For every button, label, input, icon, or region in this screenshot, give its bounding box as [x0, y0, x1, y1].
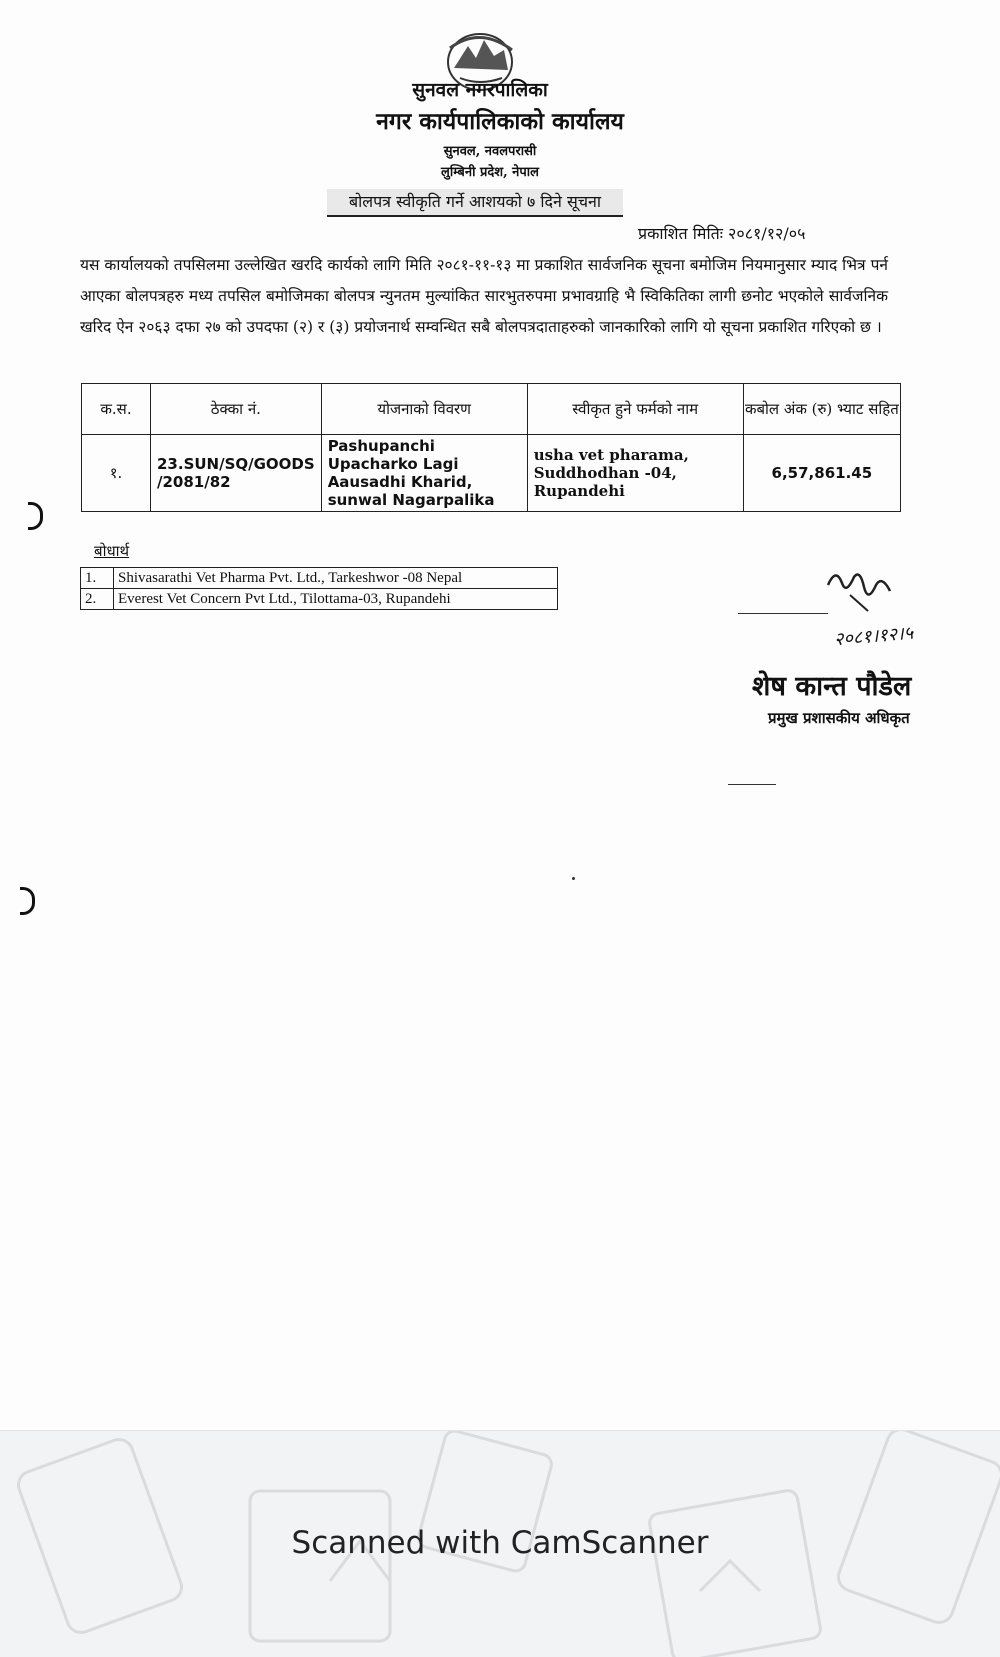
header-description: योजनाको विवरण	[321, 384, 527, 435]
divider	[738, 613, 828, 614]
cell-sn: १.	[82, 435, 151, 512]
punch-hole-mark	[28, 502, 43, 530]
table-header-row	[82, 384, 901, 435]
list-item	[81, 568, 558, 589]
cc-text: Shivasarathi Vet Pharma Pvt. Ltd., Tarkeshwor -08 Nepal	[114, 568, 558, 589]
list-item	[81, 589, 558, 610]
camscanner-watermark: Scanned with CamScanner	[291, 1525, 709, 1561]
award-table	[81, 383, 901, 512]
header-amount: कबोल अंक (रु) भ्याट सहित	[743, 384, 900, 435]
cc-title: बोधार्थ	[94, 542, 130, 560]
cc-text: Everest Vet Concern Pvt Ltd., Tilottama-03, Rupandehi	[114, 589, 558, 610]
signatory-role: प्रमुख प्रशासकीय अधिकृत	[768, 709, 910, 727]
header-sn: क.स.	[82, 384, 151, 435]
cell-firm: usha vet pharama, Suddhodhan -04, Rupandehi	[527, 435, 743, 512]
punch-hole-mark	[20, 887, 35, 915]
camscanner-footer	[0, 1430, 1000, 1657]
cc-number: 1.	[81, 568, 114, 589]
cell-contract-no: 23.SUN/SQ/GOODS /2081/82	[151, 435, 322, 512]
office-address: सुनवल, नवलपरासी	[443, 144, 537, 159]
signatory-name: शेष कान्त पौडेल	[752, 671, 912, 702]
signature-date: २०८१।१२।५	[833, 622, 914, 651]
office-name: नगर कार्यपालिकाको कार्यालय	[376, 108, 624, 135]
municipality-name: सुनवल नगरपालिका	[412, 79, 548, 101]
handwritten-signature	[820, 565, 900, 620]
header-firm: स्वीकृत हुने फर्मको नाम	[527, 384, 743, 435]
cell-description: Pashupanchi Upacharko Lagi Aausadhi Kharid, sunwal Nagarpalika	[321, 435, 527, 512]
cc-number: 2.	[81, 589, 114, 610]
cell-amount: 6,57,861.45	[743, 435, 900, 512]
office-province: लुम्बिनी प्रदेश, नेपाल	[441, 165, 539, 180]
published-date: प्रकाशित मितिः २०८१/१२/०५	[638, 224, 806, 243]
notice-body: यस कार्यालयको तपसिलमा उल्लेखित खरदि कार्यको लागि मिति २०८१-११-१३ मा प्रकाशित सार्वजनिक सूचना बमोजिम नियमानुसार म्याद भित्र पर्न आएका बोलपत्रहरु मध्य तपसिल बमोजिमका बोलपत्र न्युनतम मुल्यांकित सारभुतरुपमा प्रभावग्राहि भै स्विकितिका लागी छनोट भएकोले सार्वजनिक खरिद ऐन २०६३ दफा २७ को उपदफा (२) र (३) प्रयोजनार्थ सम्वन्धित सबै बोलपत्रदाताहरुको जानकारिको लागि यो सूचना प्रकाशित गरिएको छ ।	[80, 256, 888, 336]
cc-table	[80, 567, 558, 610]
scan-speck	[572, 877, 575, 880]
divider	[728, 784, 776, 785]
header-contract-no: ठेक्का नं.	[151, 384, 322, 435]
notice-subject: बोलपत्र स्वीकृति गर्ने आशयको ७ दिने सूचना	[327, 189, 623, 217]
table-row	[82, 435, 901, 512]
